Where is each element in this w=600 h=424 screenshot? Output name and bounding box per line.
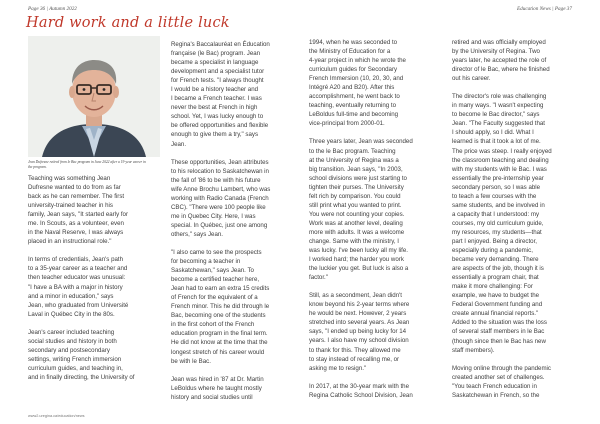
paragraph: In terms of credentials, Jean's path to a 35-year career as a teacher and then teacher educator was unusual: "I have a BA with a major in history and a minor in education," says Jean, who graduated from Université Laval in Québec City in the 80s. (28, 256, 129, 318)
paragraph: In 2017, at the 30-year mark with the Regina Catholic School Division, Jean (309, 382, 413, 399)
paragraph: Still, as a secondment, Jean didn't know beyond his 2-year terms where he would be next. However, 2 years stretched into several years. As Jean says, "I ended up being lucky for 14 years. I also have my school division to thank for this. They allowed me to stay instead of recalling me, or asking me to resign." (309, 292, 410, 372)
article-column-4 (452, 38, 576, 409)
paragraph: Jean was hired in '87 at Dr. Martin LeBoldus where he taught mostly history and social studies until (171, 375, 264, 401)
paragraph: These opportunities, Jean attributes to his relocation to Saskatchewan in the fall of '86 to be with his future wife Anne Brochu Lambert, who was working with Radio Canada (French CBC). "There were 100 people like me in Quebec City. Here, I was special. In Québec, just one among others," says Jean. (171, 158, 271, 238)
article-column-2 (171, 40, 295, 411)
paragraph: The director's role was challenging in many ways. "I wasn't expecting to become le Bac director," says Jean. "The Faculty suggested that I should apply, so I did. What I learned is that it took a lot of me. The price was steep. I really enjoyed the classroom teaching and dealing with my students with le Bac. I was essentially the pre-internship year secondary person, so I was able to teach a few courses with the same students, and be involved in a capacity that I understood: my courses, my old curriculum guide, my resources, my students—that part I enjoyed. Being a director, especially during a pandemic, became very demanding. There are aspects of the job, though it is essentially a program chair, that make it more challenging: For example, we have to budget the Federal Government funding and create annual financial reports." Added to the situation was the loss of several staff members in le Bac (though since then le Bac has new staff members). (452, 93, 552, 354)
paragraph: Jean's career included teaching social studies and history in both secondary and postsecondary settings, writing French immersion curriculum guides, and teaching in, and in finally directing, the University of (28, 328, 135, 381)
paragraph: retired and was officially employed by the University of Regina. Two years later, he accepted the role of director of le Bac, where he finished out his career. (452, 39, 550, 83)
paragraph: 1994, when he was seconded to the Ministry of Education for a 4-year project in which he wrote the curriculum guides for Secondary French Immersion (10, 20, 30, and Intégré A20 and B20). After this accomplishment, he went back to teaching, eventually returning to LeBoldus full-time and becoming vice-principal from 2000-01. (309, 39, 406, 128)
article-column-3 (309, 38, 433, 409)
portrait-photo (28, 36, 160, 157)
photo-caption: Jean Dufresne retired from le Bac program in June 2022 after a 19-year career in the program. (28, 160, 146, 169)
paragraph: Three years later, Jean was seconded to the le Bac program. Teaching at the University of Regina was a big transition. Jean says, "In 2003, school divisions were just starting to tighten their purses. The University felt rich by comparison. You could still print what you wanted to print. You were not counting your copies. Work was at another level, dealing more with adults. It was a welcome change. Same with the ministry, I was lucky. I've been lucky all my life. I worked hard; the harder you work the luckier you get. But luck is also a factor." (309, 138, 413, 282)
article-headline: Hard work and a little luck (26, 15, 230, 31)
portrait-illustration (28, 36, 160, 157)
paragraph: Regina's Baccalauréat en Éducation française (le Bac) program. Jean became a specialist in language development and a specialist tutor for French tests. "I always thought I would be a history teacher and I became a French teacher. I was never the best at French in high school. Yet, I was lucky enough to be offered opportunities and flexible enough to give them a try," says Jean. (171, 41, 270, 148)
page-header-right: Education News | Page 37 (516, 6, 572, 12)
page-header-left: Page 36 | Autumn 2022 (28, 6, 77, 12)
article-column-1 (28, 36, 160, 391)
paragraph: Teaching was something Jean Dufresne wanted to do from as far back as he can remember. The first university-trained teacher in his family, Jean says, "It started early for me. In Scouts, as a volunteer, even in the Naval Reserve, I was always placed in an instructional role." (28, 175, 129, 246)
paragraph: Moving online through the pandemic created another set of challenges. "You teach French education in Saskatchewan in French, so the (452, 364, 551, 399)
paragraph: "I also came to see the prospects for becoming a teacher in Saskatchewan," says Jean. To become a certified teacher here, Jean had to earn an extra 15 credits of French for the equivalent of a French minor. This he did through le Bac, becoming one of the students in the first cohort of the French education program in the final term. He did not know at the time that the longest stretch of his career would be with le Bac. (171, 248, 270, 365)
footer-url[interactable]: www2.uregina.ca/education/news (28, 414, 85, 418)
